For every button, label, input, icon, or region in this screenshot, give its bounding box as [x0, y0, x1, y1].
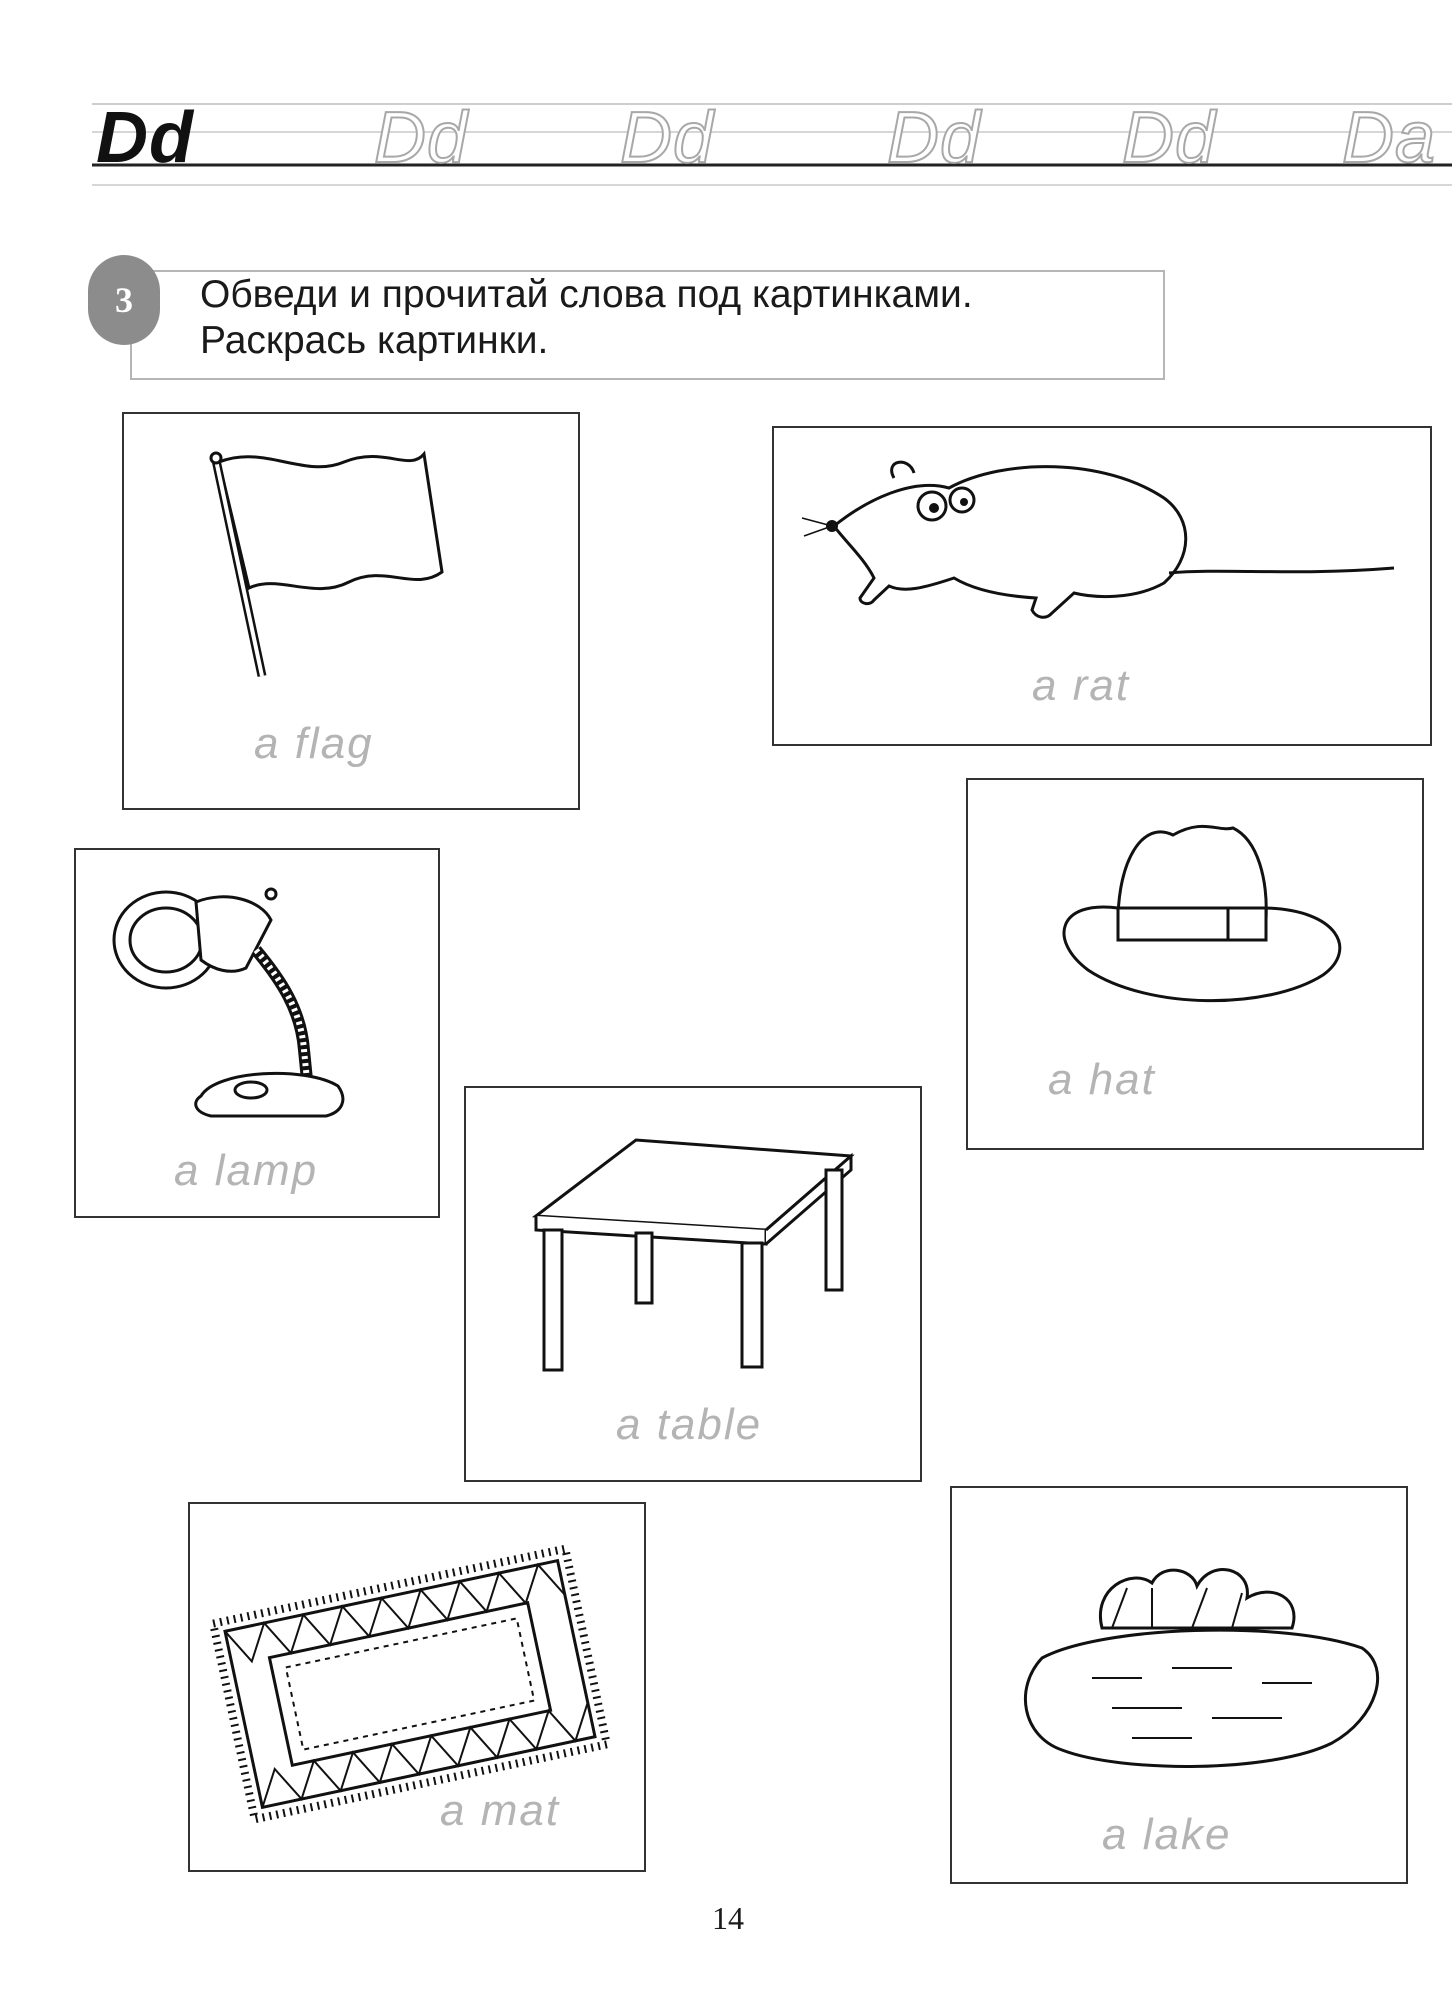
word-rat: a rat: [1032, 661, 1131, 710]
word-hat: a hat: [1048, 1055, 1156, 1104]
hat-illustration: [968, 780, 1426, 1152]
trace-letters-3: Dd: [887, 98, 982, 178]
trace-letters-4: Dd: [1122, 98, 1217, 178]
task-instruction: [200, 272, 973, 364]
copybook-row: [92, 90, 1452, 200]
word-flag: a flag: [254, 719, 374, 768]
trace-letters-5: Da: [1342, 98, 1437, 178]
trace-letters-2: Dd: [620, 98, 715, 178]
card-rat: [772, 426, 1432, 746]
task-number-badge: 3: [88, 255, 160, 345]
model-letters: Dd: [96, 98, 194, 178]
card-flag: [122, 412, 580, 810]
task-instruction-line-1: Обведи и прочитай слова под картинками.: [200, 273, 973, 316]
task-instruction-line-2: Раскрась картинки.: [200, 319, 549, 362]
trace-letters-1: Dd: [374, 98, 469, 178]
word-lake: a lake: [1102, 1810, 1232, 1859]
card-lamp: [74, 848, 440, 1218]
word-lamp: a lamp: [174, 1146, 319, 1195]
page-number: 14: [712, 1900, 744, 1936]
word-table: a table: [616, 1400, 763, 1449]
copybook-guide-lines: [92, 90, 1452, 200]
card-lake: [950, 1486, 1408, 1884]
word-mat: a mat: [440, 1786, 561, 1835]
card-mat: [188, 1502, 646, 1872]
card-hat: [966, 778, 1424, 1150]
mat-illustration: [190, 1504, 648, 1874]
card-table: [464, 1086, 922, 1482]
